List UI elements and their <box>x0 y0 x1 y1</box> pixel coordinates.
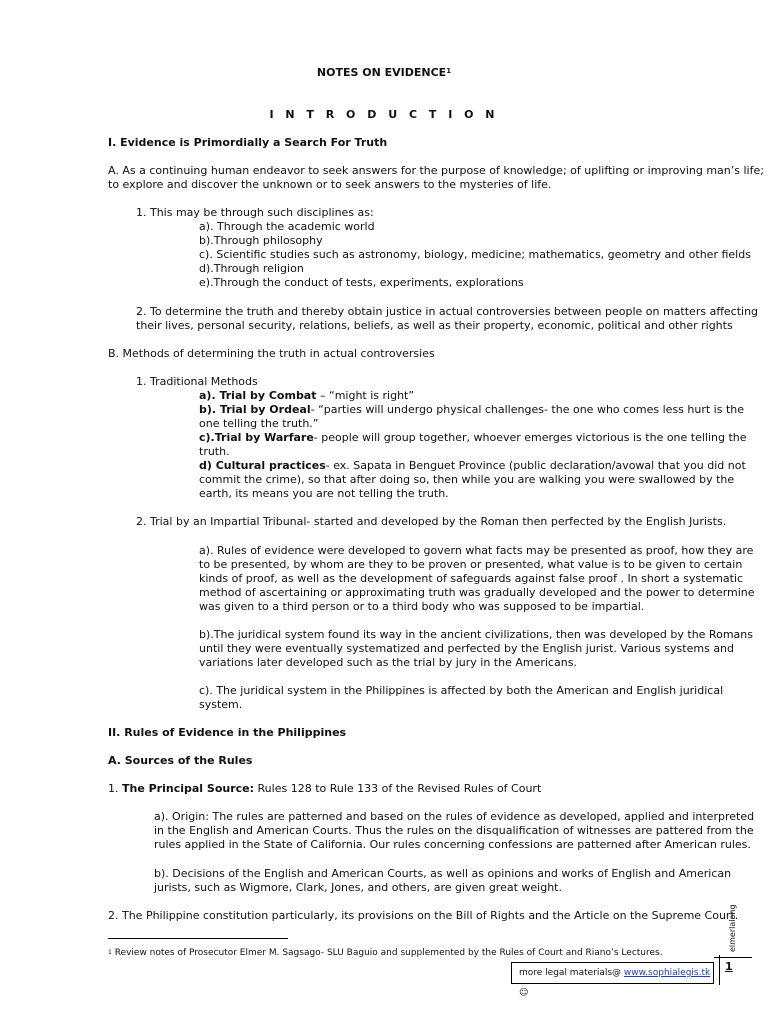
rules-a-line: was given to a third person or to a third body who was supposed to be impartial. <box>199 600 645 613</box>
list-item-2-line-1: 2. To determine the truth and thereby obtain justice in actual controversies between people on matters affecting <box>136 305 759 318</box>
footnote: $^1$ Review notes of Prosecutor Elmer M. Sagsago- SLU Baguio and supplemented by the Rules of Court and Riano’s Lectures. <box>108 948 663 958</box>
origin-line: in the English and American Courts. Thus the rules on the disqualification of witnesses are pattered from the <box>154 824 754 837</box>
title-footnote-marker: 1 <box>446 67 452 75</box>
page-divider-vertical <box>719 955 720 985</box>
section-heading-introduction: I N T R O D U C T I O N <box>269 108 499 121</box>
decisions-line: b). Decisions of the English and American Courts, as well as opinions and works of English and American <box>154 867 732 880</box>
rules-c-line: system. <box>199 698 243 711</box>
paragraph-a-line-1: A. As a continuing human endeavor to seek answers for the purpose of knowledge; of uplifting or improving man’s life; <box>108 164 764 177</box>
principal-source: 1. The Principal Source: Rules 128 to Rule 133 of the Revised Rules of Court <box>108 782 542 795</box>
impartial-tribunal: 2. Trial by an Impartial Tribunal- started and developed by the Roman then perfected by the English Jurists. <box>136 515 727 528</box>
page-number: 1 <box>725 960 733 973</box>
page-divider-horizontal <box>714 957 752 958</box>
rules-a-line: a). Rules of evidence were developed to govern what facts may be presented as proof, how they are <box>199 544 754 557</box>
trial-by-ordeal: b). Trial by Ordeal- “parties will undergo physical challenges- the one who comes less hurt is the <box>199 403 745 416</box>
sources-heading: A. Sources of the Rules <box>108 754 253 767</box>
smiley-icon: ☺ <box>519 988 529 998</box>
rules-b-line: b).The juridical system found its way in the ancient civilizations, then was developed by the Romans <box>199 628 753 641</box>
cultural-practices: d) Cultural practices- ex. Sapata in Benguet Province (public declaration/avowal that you did not <box>199 459 746 472</box>
origin-line: rules applied in the State of California. Our rules concerning confessions are patterned after American rules. <box>154 838 751 851</box>
cultural-practices-line-2: commit the crime), so that after doing so, then while you are walking you were swallowed by the <box>199 473 735 486</box>
footnote-divider <box>108 938 288 939</box>
trial-by-ordeal-line-2: one telling the truth.” <box>199 417 319 430</box>
heading-part-2: II. Rules of Evidence in the Philippines <box>108 726 347 739</box>
trial-by-warfare-line-2: truth. <box>199 445 230 458</box>
heading-part-1: I. Evidence is Primordially a Search For Truth <box>108 136 388 149</box>
discipline-item: d).Through religion <box>199 262 304 275</box>
list-item-1: 1. This may be through such disciplines as: <box>136 206 374 219</box>
rules-a-line: kinds of proof, as well as the development of safeguards against false proof . In short a systematic <box>199 572 744 585</box>
rules-b-line: until they were eventually systematized and perfected by the English jurist. Various systems and <box>199 642 735 655</box>
paragraph-b-heading: B. Methods of determining the truth in actual controversies <box>108 347 435 360</box>
traditional-methods: 1. Traditional Methods <box>136 375 258 388</box>
rules-a-line: method of ascertaining or approximating truth was gradually developed and the power to determine <box>199 586 755 599</box>
rules-c-line: c). The juridical system in the Philippines is affected by both the American and English juridical <box>199 684 724 697</box>
trial-by-combat: a). Trial by Combat – “might is right” <box>199 389 415 402</box>
side-author-text: elmerlalong <box>728 904 737 952</box>
discipline-item: b).Through philosophy <box>199 234 323 247</box>
trial-by-warfare: c).Trial by Warfare- people will group together, whoever emerges victorious is the one telling the <box>199 431 747 444</box>
discipline-item: e).Through the conduct of tests, experiments, explorations <box>199 276 524 289</box>
paragraph-a-line-2: to explore and discover the unknown or to seek answers to the mysteries of life. <box>108 178 552 191</box>
more-materials-box: more legal materials@ www.sophialegis.tk ☺ <box>511 962 714 984</box>
sophialegis-link[interactable]: www.sophialegis.tk <box>623 968 711 978</box>
cultural-practices-line-3: earth, its means you are not telling the truth. <box>199 487 449 500</box>
discipline-item: c). Scientific studies such as astronomy, biology, medicine; mathematics, geometry and other fields <box>199 248 751 261</box>
constitution-source: 2. The Philippine constitution particularly, its provisions on the Bill of Rights and the Article on the Supreme Court. <box>108 909 739 922</box>
list-item-2-line-2: their lives, personal security, relations, beliefs, as well as their property, economic, political and other rights <box>136 319 733 332</box>
origin-line: a). Origin: The rules are patterned and based on the rules of evidence as developed, applied and interpreted <box>154 810 755 823</box>
document-title: NOTES ON EVIDENCE$^1$ <box>316 66 452 79</box>
decisions-line: jurists, such as Wigmore, Clark, Jones, and others, are given great weight. <box>154 881 562 894</box>
rules-b-line: variations later developed such as the trial by jury in the Americans. <box>199 656 577 669</box>
rules-a-line: to be presented, by whom are they to be proven or presented, what value is to be given to certain <box>199 558 743 571</box>
discipline-item: a). Through the academic world <box>199 220 375 233</box>
